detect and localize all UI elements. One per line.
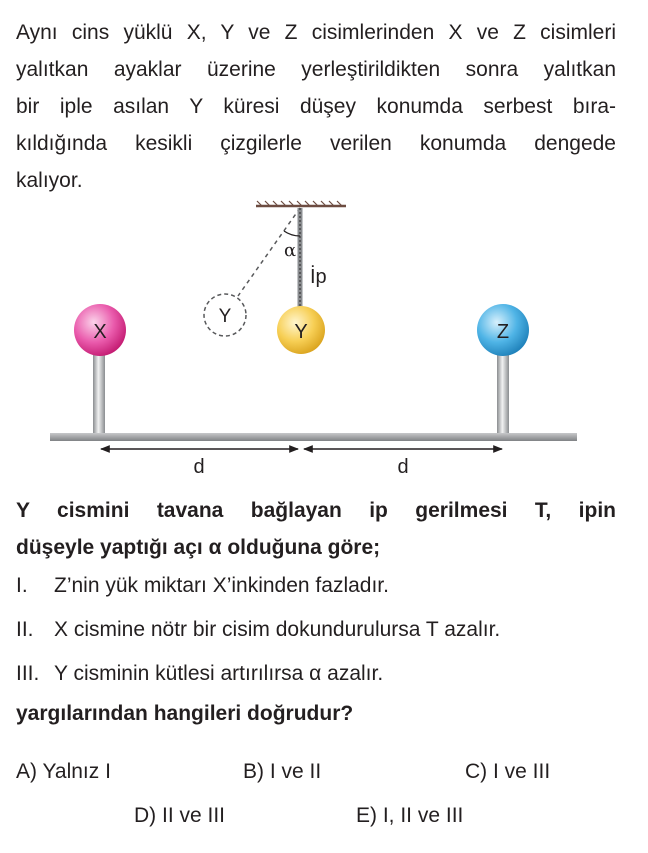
intro-paragraph	[16, 14, 616, 199]
option-b[interactable]: B) I ve II	[243, 760, 322, 783]
statement-2	[16, 618, 500, 642]
statement-1	[16, 574, 389, 598]
statement-text: Y cisminin kütlesi artırılırsa α azalır.	[54, 662, 384, 685]
post-z	[497, 352, 509, 436]
question-line: düşeyle yaptığı açı α olduğuna göre;	[16, 536, 381, 559]
statement-3	[16, 662, 383, 686]
statement-number: I.	[16, 574, 28, 597]
option-a[interactable]: A) Yalnız I	[16, 760, 111, 783]
sphere-x-label: X	[93, 321, 107, 343]
question-line: Y cismini tavana bağlayan ip gerilmesi T, ipin	[16, 499, 616, 522]
post-x	[93, 352, 105, 436]
ghost-sphere-y-label: Y	[218, 306, 232, 327]
intro-line: kalıyor.	[16, 169, 83, 192]
question-stem	[16, 492, 616, 566]
sphere-z-label: Z	[496, 321, 510, 343]
option-c[interactable]: C) I ve III	[465, 760, 551, 783]
option-d[interactable]: D) II ve III	[134, 804, 226, 827]
intro-line: kıldığında kesikli çizgilerle verilen konumda dengede	[16, 132, 616, 155]
physics-figure	[0, 190, 648, 490]
option-e[interactable]: E) I, II ve III	[356, 804, 464, 827]
intro-line: bir iple asılan Y küresi düşey konumda serbest bıra-	[16, 95, 616, 118]
intro-line: Aynı cins yüklü X, Y ve Z cisimlerinden X ve Z cisimleri	[16, 21, 616, 44]
intro-line: yalıtkan ayaklar üzerine yerleştirildikten sonra yalıtkan	[16, 58, 616, 81]
distance-label-left: d	[193, 456, 205, 478]
alpha-label: α	[284, 240, 297, 261]
statement-number: III.	[16, 662, 40, 685]
rope-label: İp	[310, 266, 327, 288]
statement-text: Z’nin yük miktarı X’inkinden fazladır.	[54, 574, 389, 597]
question-prompt: yargılarından hangileri doğrudur?	[16, 702, 354, 725]
statement-text: X cismine nötr bir cisim dokundurulursa T azalır.	[54, 618, 501, 641]
ground-surface	[50, 433, 577, 441]
ceiling	[256, 201, 346, 206]
distance-label-right: d	[397, 456, 409, 478]
statement-number: II.	[16, 618, 34, 641]
sphere-y-label: Y	[294, 321, 308, 343]
